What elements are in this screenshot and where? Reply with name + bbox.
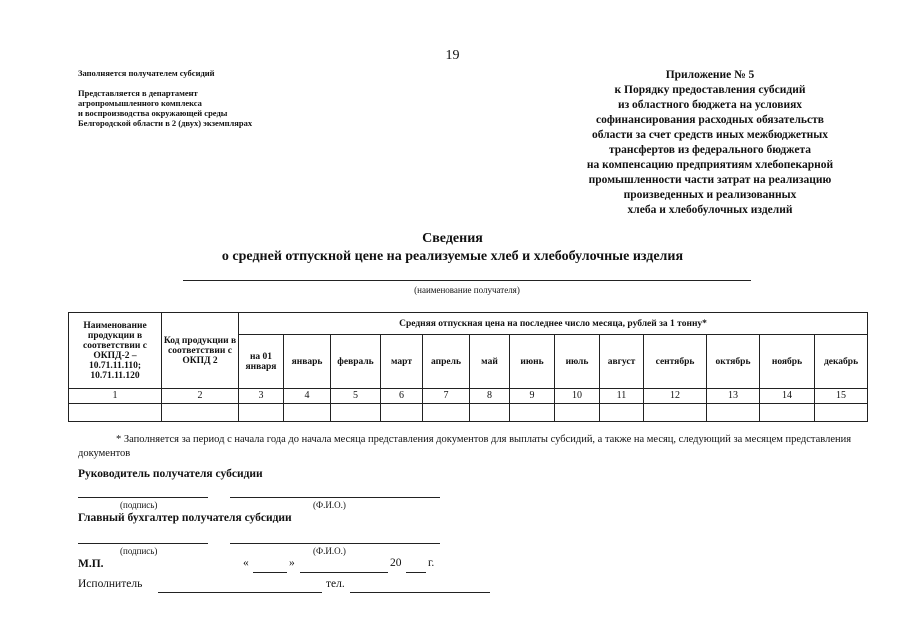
- header-month: март: [381, 335, 423, 389]
- day-line[interactable]: [253, 572, 287, 573]
- date-close-quote: »: [289, 557, 295, 569]
- appendix-line: хлеба и хлебобулочных изделий: [627, 204, 793, 216]
- header-month: июнь: [510, 335, 555, 389]
- accountant-name-line[interactable]: [230, 543, 440, 544]
- year-suffix: г.: [428, 557, 435, 569]
- submitted-line: агропромышленного комплекса: [78, 98, 202, 108]
- name-caption: (Ф.И.О.): [313, 500, 346, 510]
- header-month: сентябрь: [644, 335, 707, 389]
- header-month: август: [600, 335, 644, 389]
- column-number: 13: [707, 389, 760, 404]
- column-number: 6: [381, 389, 423, 404]
- header-month: февраль: [331, 335, 381, 389]
- column-number: 15: [815, 389, 868, 404]
- table-cell[interactable]: [69, 404, 162, 422]
- submission-note: [78, 68, 252, 128]
- column-number: 2: [162, 389, 239, 404]
- column-number: 9: [510, 389, 555, 404]
- table-cell[interactable]: [381, 404, 423, 422]
- submitted-line: и воспроизводства окружающей среды: [78, 108, 228, 118]
- table-cell[interactable]: [815, 404, 868, 422]
- table-cell[interactable]: [470, 404, 510, 422]
- month-line[interactable]: [300, 572, 388, 573]
- header-month: на 01 января: [239, 335, 284, 389]
- title-line: Сведения: [422, 231, 483, 246]
- year-line[interactable]: [406, 572, 426, 573]
- submitted-line: Представляется в департамент: [78, 88, 198, 98]
- header-average-price: Средняя отпускная цена на последнее число месяца, рублей за 1 тонну*: [239, 313, 868, 335]
- header-month: июль: [555, 335, 600, 389]
- appendix-line: к Порядку предоставления субсидий: [614, 84, 806, 96]
- head-name-line[interactable]: [230, 497, 440, 498]
- executor-line[interactable]: [158, 592, 322, 593]
- recipient-caption: (наименование получателя): [414, 285, 520, 295]
- head-signature-line[interactable]: [78, 497, 208, 498]
- price-table: [68, 312, 868, 422]
- footnote: * Заполняется за период с начала года до начала месяца представления документов для выплаты субсидий, а также на месяц, следующий за месяцем представления документов: [78, 434, 852, 459]
- head-signature-title: Руководитель получателя субсидии: [78, 468, 263, 480]
- signature-caption: (подпись): [120, 500, 158, 510]
- document-title: [0, 230, 905, 266]
- table-cell[interactable]: [162, 404, 239, 422]
- column-number: 10: [555, 389, 600, 404]
- header-month: ноябрь: [760, 335, 815, 389]
- signature-caption: (подпись): [120, 546, 158, 556]
- table-cell[interactable]: [510, 404, 555, 422]
- filled-by-note: Заполняется получателем субсидий: [78, 68, 215, 78]
- recipient-name-line[interactable]: [183, 280, 751, 281]
- column-number: 14: [760, 389, 815, 404]
- subtitle-line: о средней отпускной цене на реализуемые хлеб и хлебобулочные изделия: [221, 249, 684, 264]
- appendix-line: области за счет средств иных межбюджетных: [592, 129, 828, 141]
- appendix-line: софинансирования расходных обязательств: [596, 114, 824, 126]
- appendix-line: Приложение № 5: [665, 69, 755, 81]
- submitted-line: Белгородской области в 2 (двух) экземплярах: [78, 118, 253, 128]
- column-number: 7: [423, 389, 470, 404]
- phone-line[interactable]: [350, 592, 490, 593]
- column-number: 12: [644, 389, 707, 404]
- page-number: 19: [445, 48, 460, 63]
- table-cell[interactable]: [600, 404, 644, 422]
- appendix-header: [540, 68, 880, 218]
- accountant-signature-title: Главный бухгалтер получателя субсидии: [78, 512, 292, 524]
- executor-label: Исполнитель: [78, 578, 143, 590]
- table-cell[interactable]: [707, 404, 760, 422]
- header-product-name: Наименование продукции в соответствии с ОКПД-2 – 10.71.11.110; 10.71.11.120: [69, 313, 162, 389]
- appendix-line: трансфертов из федерального бюджета: [608, 144, 812, 156]
- appendix-line: из областного бюджета на условиях: [617, 99, 803, 111]
- table-cell[interactable]: [760, 404, 815, 422]
- table-cell[interactable]: [555, 404, 600, 422]
- header-product-code: Код продукции в соответствии с ОКПД 2: [162, 313, 239, 389]
- table-cell[interactable]: [331, 404, 381, 422]
- table-row: [69, 404, 868, 422]
- column-number: 1: [69, 389, 162, 404]
- column-number: 8: [470, 389, 510, 404]
- year-prefix: 20: [390, 557, 402, 569]
- table-cell[interactable]: [423, 404, 470, 422]
- column-number: 11: [600, 389, 644, 404]
- name-caption: (Ф.И.О.): [313, 546, 346, 556]
- header-month: апрель: [423, 335, 470, 389]
- header-month: октябрь: [707, 335, 760, 389]
- date-open-quote: «: [243, 557, 249, 569]
- phone-label: тел.: [326, 578, 345, 590]
- accountant-signature-line[interactable]: [78, 543, 208, 544]
- header-month: январь: [284, 335, 331, 389]
- header-month: декабрь: [815, 335, 868, 389]
- table-cell[interactable]: [644, 404, 707, 422]
- table-cell[interactable]: [239, 404, 284, 422]
- appendix-line: на компенсацию предприятиям хлебопекарной: [586, 159, 834, 171]
- appendix-line: промышленности части затрат на реализацию: [588, 174, 832, 186]
- stamp-label: М.П.: [78, 558, 104, 570]
- column-number: 4: [284, 389, 331, 404]
- table-cell[interactable]: [284, 404, 331, 422]
- header-month: май: [470, 335, 510, 389]
- column-number: 5: [331, 389, 381, 404]
- column-number: 3: [239, 389, 284, 404]
- appendix-line: произведенных и реализованных: [623, 189, 797, 201]
